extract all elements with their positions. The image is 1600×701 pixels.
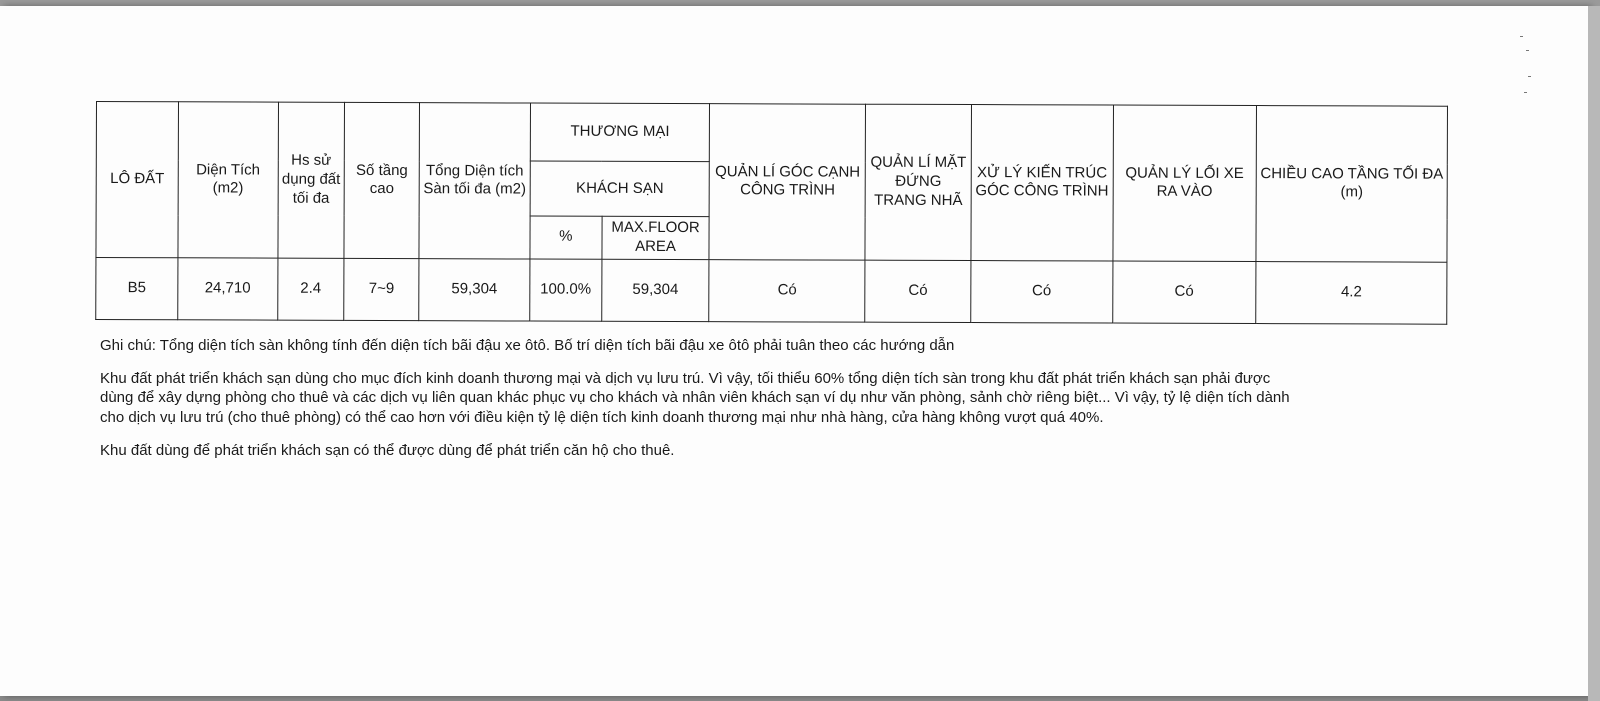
table-header-row xyxy=(96,102,1447,165)
scan-specks xyxy=(1520,36,1544,106)
cell-max-floor-area: 59,304 xyxy=(601,259,709,321)
header-xu-ly-kien-truc: XỬ LÝ KIẾN TRÚC GÓC CÔNG TRÌNH xyxy=(971,105,1113,261)
cell-quan-ly-loi-xe: Có xyxy=(1112,261,1256,324)
header-chieu-cao-tang: CHIỀU CAO TẦNG TỐI ĐA (m) xyxy=(1256,106,1447,262)
scanned-page xyxy=(0,6,1588,696)
note-hotel-line-2: dùng để xây dựng phòng cho thuê và các dịch vụ liên quan khác phục vụ cho khách và nhân viên khách sạn ví dụ như văn phòng, sảnh chờ riêng biệt... Vì vậy, tỷ lệ diện tích dành xyxy=(100,389,1290,407)
note-hotel-usage xyxy=(100,369,1460,427)
cell-xu-ly-kien-truc: Có xyxy=(971,260,1113,322)
header-thuong-mai: THƯƠNG MẠI xyxy=(530,103,710,162)
cell-tong-dien-tich: 59,304 xyxy=(419,258,530,320)
header-tong-dien-tich: Tổng Diện tích Sàn tối đa (m2) xyxy=(419,103,530,259)
land-plot-table xyxy=(95,101,1448,324)
cell-chieu-cao-tang: 4.2 xyxy=(1256,261,1447,324)
table-row xyxy=(96,257,1447,324)
header-percent: % xyxy=(530,216,602,259)
header-so-tang: Số tầng cao xyxy=(344,102,419,258)
note-parking: Ghi chú: Tổng diện tích sàn không tính đến diện tích bãi đậu xe ôtô. Bố trí diện tích bãi đậu xe ôtô phải tuân theo các hướng dẫn xyxy=(100,337,955,354)
header-quan-li-mat-dung: QUẢN LÍ MẶT ĐỨNG TRANG NHÃ xyxy=(865,104,971,260)
header-max-floor-area: MAX.FLOOR AREA xyxy=(602,216,710,259)
note-apartment: Khu đất dùng để phát triển khách sạn có thể được dùng để phát triển căn hộ cho thuê. xyxy=(100,441,675,459)
cell-lo-dat: B5 xyxy=(96,257,178,319)
note-hotel-line-1: Khu đất phát triển khách sạn dùng cho mục đích kinh doanh thương mại và dịch vụ lưu trú. Vì vậy, tối thiểu 60% tổng diện tích sàn trong khu đất phát triển khách sạn phải được xyxy=(100,370,1271,388)
header-khach-san: KHÁCH SẠN xyxy=(530,161,710,217)
viewer-right-border xyxy=(1588,6,1600,701)
cell-percent: 100.0% xyxy=(530,259,602,321)
header-dien-tich: Diện Tích (m2) xyxy=(178,102,278,258)
cell-quan-li-goc: Có xyxy=(709,259,865,322)
cell-quan-li-mat-dung: Có xyxy=(865,260,971,322)
note-hotel-line-3: cho dịch vụ lưu trú (cho thuê phòng) có thể cao hơn với điều kiện tỷ lệ diện tích kinh doanh thương mại như nhà hàng, cửa hàng không vượt quá 40%. xyxy=(100,408,1104,426)
notes-section xyxy=(100,336,1460,474)
header-hs-su-dung: Hs sử dụng đất tối đa xyxy=(278,102,345,258)
header-quan-ly-loi-xe: QUẢN LÝ LỐI XE RA VÀO xyxy=(1112,105,1256,261)
cell-dien-tich: 24,710 xyxy=(178,257,278,319)
cell-so-tang: 7~9 xyxy=(344,258,419,320)
header-quan-li-goc: QUẢN LÍ GÓC CẠNH CÔNG TRÌNH xyxy=(709,104,865,260)
cell-hs-su-dung: 2.4 xyxy=(277,258,344,320)
header-lo-dat: LÔ ĐẤT xyxy=(96,102,179,258)
